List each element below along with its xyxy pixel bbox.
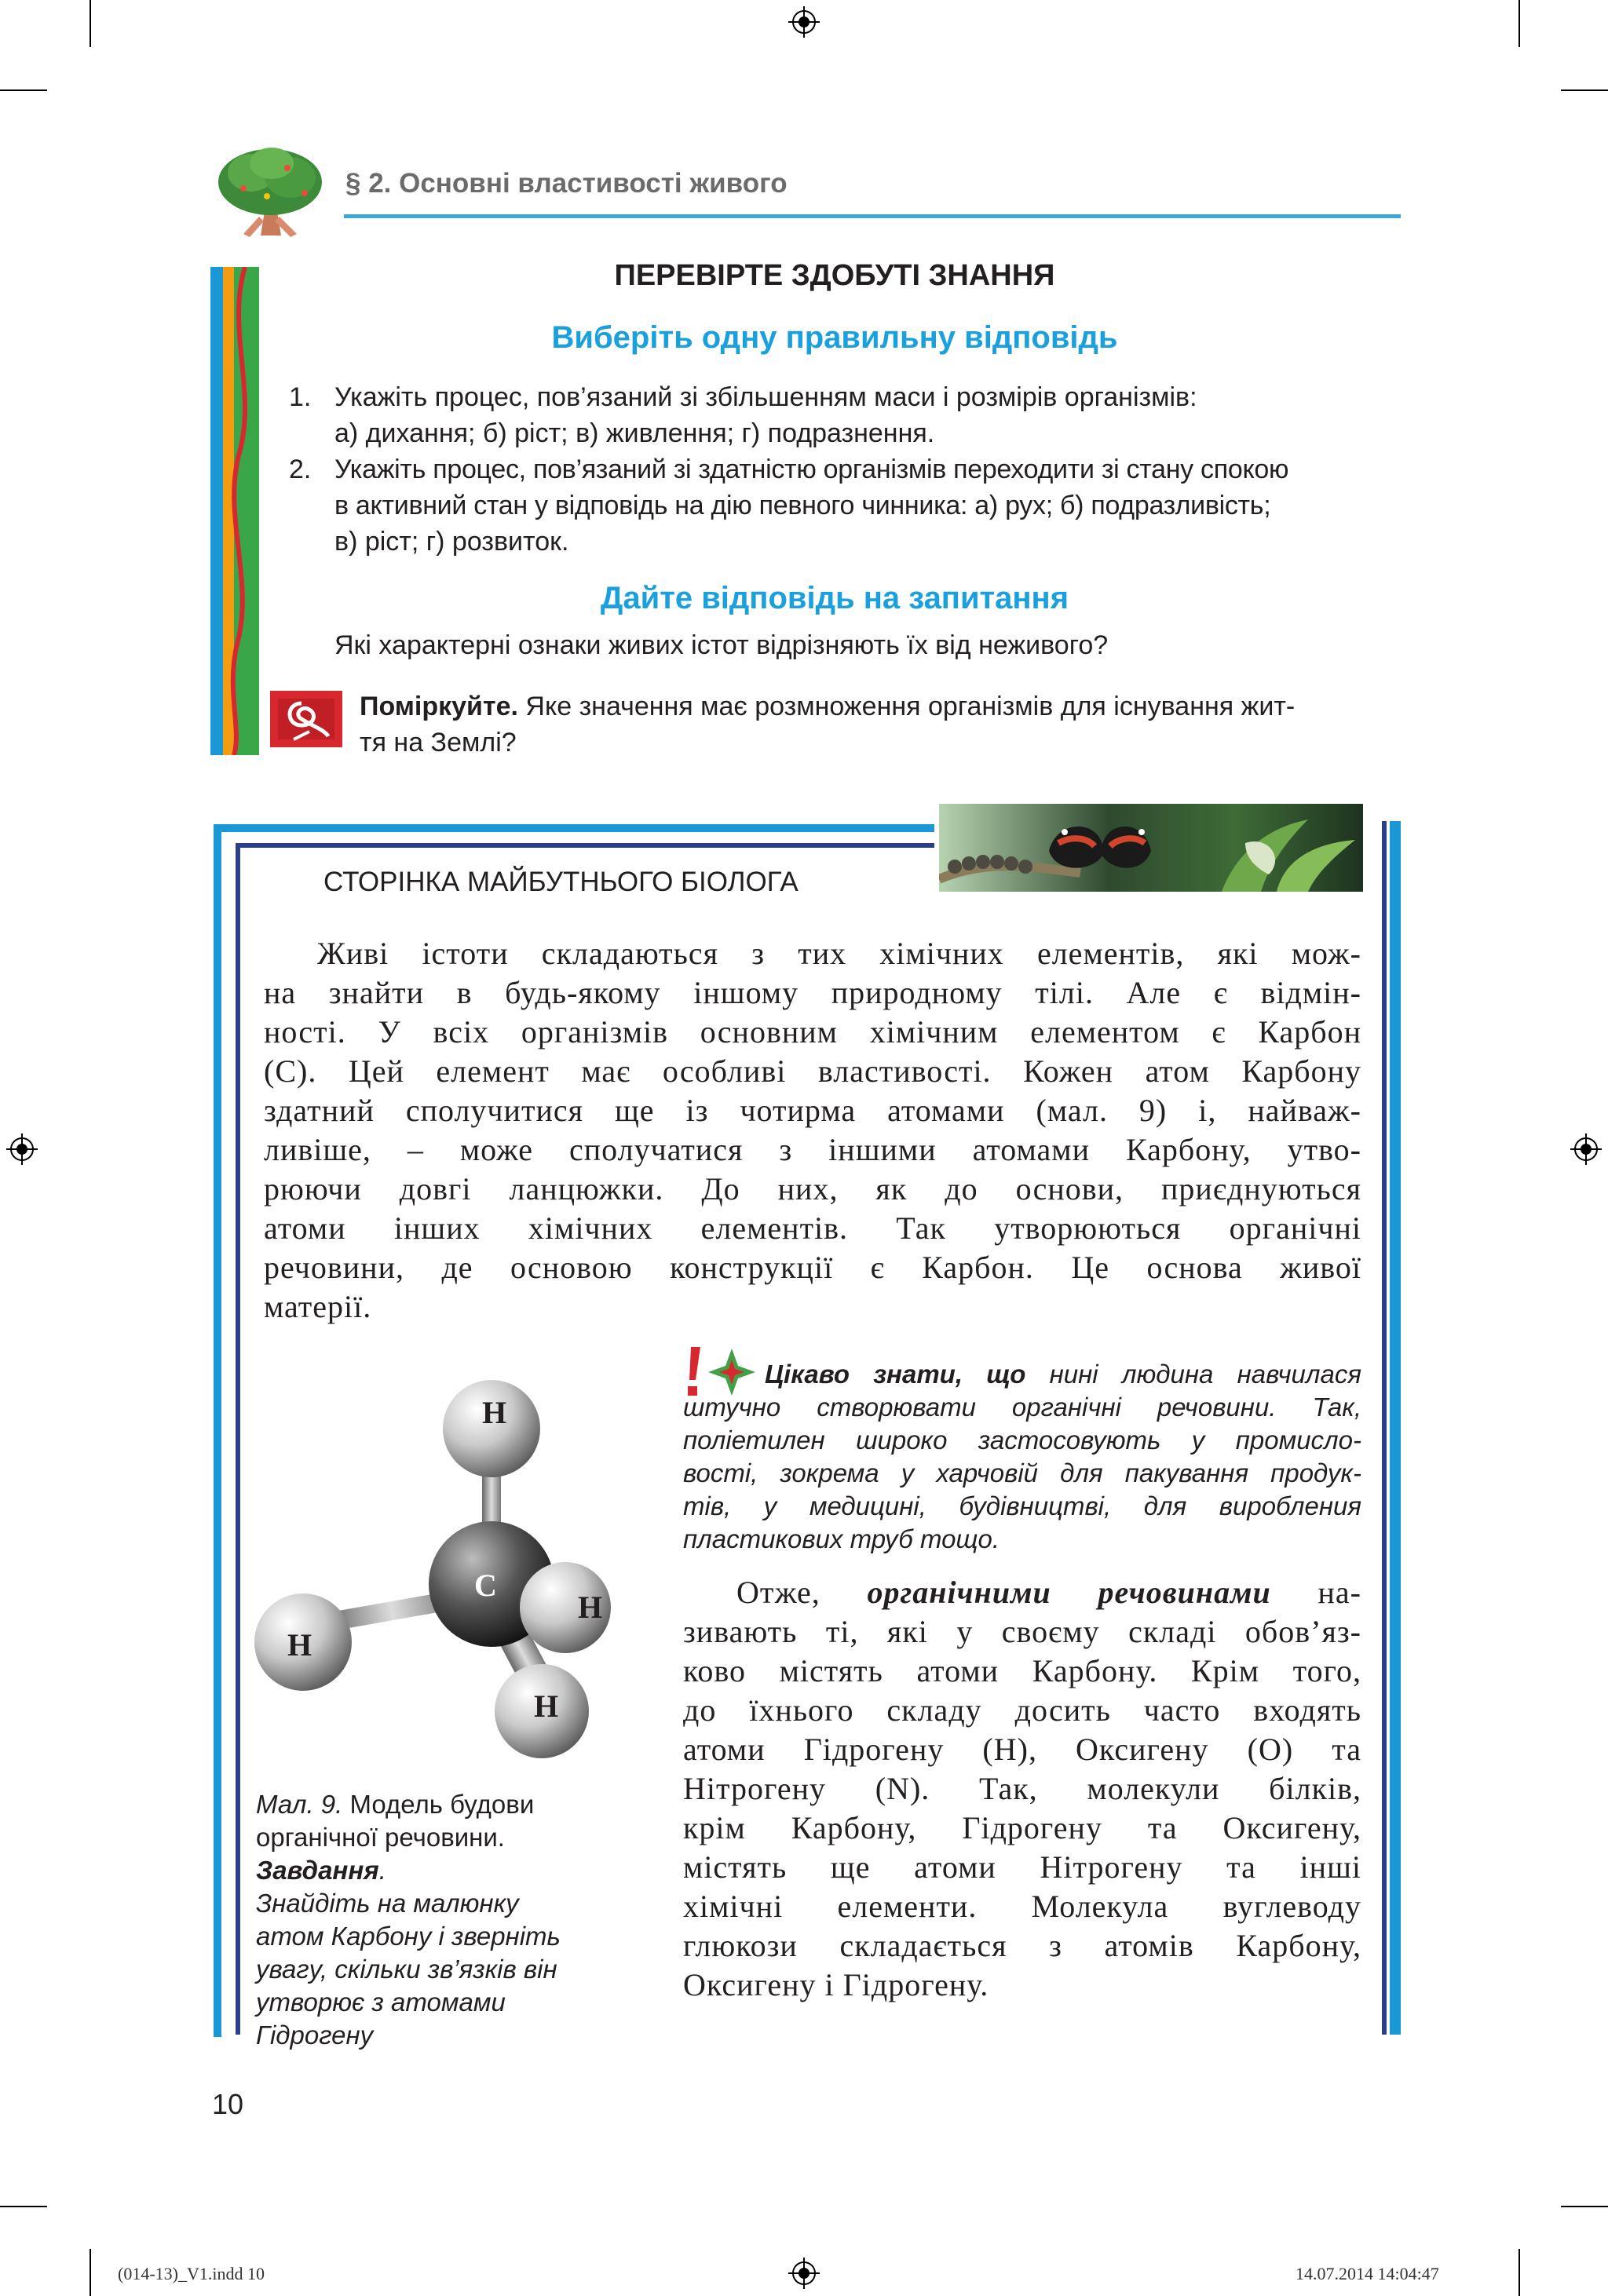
- box-border-top-inner: [236, 843, 934, 848]
- term-organic-substances: органічними речовинами: [867, 1575, 1271, 1610]
- caption-task-text: утворює з атомами: [256, 1988, 506, 2017]
- registration-mark-icon: [788, 6, 820, 38]
- paragraph-line: глюкози складається з атомів Карбону,: [683, 1928, 1361, 1963]
- fact-text: нині людина навчилася: [1049, 1360, 1361, 1389]
- paragraph-line: ково містять атоми Карбону. Крім того,: [683, 1653, 1361, 1688]
- caption-task-label: Завдання: [256, 1856, 379, 1885]
- caption-task-text: увагу, скільки зв’язків він: [256, 1955, 557, 1984]
- atom-label-h: H: [482, 1395, 507, 1430]
- question-text: а) дихання; б) ріст; в) живлення; г) подразнення.: [334, 418, 935, 448]
- header-rule: [344, 214, 1401, 218]
- paragraph-line: атоми інших хімічних елементів. Так утворюються органічні: [264, 1210, 1361, 1246]
- crop-mark: [90, 0, 91, 47]
- future-biologist-title: СТОРІНКА МАЙБУТНЬОГО БІОЛОГА: [323, 867, 799, 897]
- caption-text: Модель будови: [342, 1790, 535, 1819]
- paragraph-line: зивають ті, які у своєму складі обов’яз-: [683, 1614, 1361, 1649]
- box-border-right: [1390, 821, 1401, 2035]
- question-text: в активний стан у відповідь на дію певного чинника: а) рух; б) подразливість;: [334, 491, 1271, 520]
- think-prompt: [360, 689, 1404, 724]
- check-title: ПЕРЕВІРТЕ ЗДОБУТІ ЗНАННЯ: [614, 259, 1055, 292]
- caption-text: органічної речовини.: [256, 1823, 505, 1852]
- box-border-right-inner: [1382, 821, 1387, 2035]
- organic-paragraph: [683, 1573, 1361, 2005]
- paragraph-line: до їхнього складу досить часто входять: [683, 1692, 1361, 1728]
- paragraph-text: на-: [1270, 1575, 1362, 1610]
- crop-mark: [0, 89, 47, 91]
- footer-file: (014-13)_V1.indd 10: [118, 2264, 265, 2283]
- paragraph-line: містять ще атоми Нітрогену та інші: [683, 1849, 1361, 1885]
- question-number: 2.: [289, 454, 312, 484]
- crop-mark: [1518, 2249, 1520, 2296]
- question-text: Укажіть процес, пов’язаний зі збільшенням маси і розмірів організмів:: [334, 382, 1197, 412]
- think-text: тя на Землі?: [360, 728, 517, 757]
- fact-text: пластикових труб тощо.: [683, 1524, 1000, 1553]
- answer-subtitle: Дайте відповідь на запитання: [600, 581, 1069, 615]
- crop-mark: [1518, 0, 1520, 47]
- paragraph-line: Оксигену і Гідрогену.: [683, 1967, 989, 2002]
- caption-task-text: Знайдіть на малюнку: [256, 1889, 519, 1918]
- decorative-ribbon: [210, 267, 259, 755]
- paragraph-line: ливіше, – може сполучатися з іншими атомами Карбону, утво-: [264, 1132, 1361, 1167]
- paragraph-line: крім Карбону, Гідрогену та Оксигену,: [683, 1810, 1361, 1845]
- atom-label-h: H: [287, 1627, 312, 1663]
- crop-mark: [1561, 89, 1608, 91]
- think-label: Поміркуйте.: [360, 692, 518, 721]
- fact-text: поліетилен широко застосовують у промисло-: [683, 1425, 1361, 1455]
- tree-icon: [212, 141, 328, 242]
- paragraph-line: матерії.: [264, 1289, 372, 1324]
- paragraph-line: Нітрогену (N). Так, молекули білків,: [683, 1771, 1361, 1806]
- section-title: § 2. Основні властивості живого: [345, 168, 788, 199]
- registration-mark-icon: [6, 1133, 38, 1165]
- paragraph-line: здатний сполучитися ще із чотирма атомами (мал. 9) і, найваж-: [264, 1093, 1361, 1128]
- paragraph-line: ності. У всіх організмів основним хімічним елементом є Карбон: [264, 1014, 1361, 1049]
- figure-caption: [256, 1788, 601, 2052]
- paragraph-line: речовини, де основою конструкції є Карбон. Це основа живої: [264, 1250, 1361, 1285]
- fact-label: Цікаво знати, що: [765, 1360, 1026, 1389]
- crop-mark: [1561, 2206, 1608, 2207]
- paragraph-line: рюючи довгі ланцюжки. До них, як до основи, приєднуються: [264, 1171, 1361, 1206]
- box-border-top: [214, 824, 934, 832]
- caption-task-text: Гідрогену: [256, 2020, 374, 2050]
- question-number: 1.: [289, 382, 312, 412]
- question-text: в) ріст; г) розвиток.: [334, 527, 569, 557]
- fact-text: тів, у медицині, будівництві, для виробления: [683, 1491, 1361, 1520]
- registration-mark-icon: [1570, 1133, 1602, 1165]
- think-icon: [270, 691, 342, 747]
- paragraph-line: (С). Цей елемент має особливі властивості. Кожен атом Карбону: [264, 1053, 1361, 1089]
- paragraph-line: атоми Гідрогену (Н), Оксигену (О) та: [683, 1732, 1361, 1767]
- footer-date: 14.07.2014 14:04:47: [1296, 2264, 1439, 2283]
- caption-task-text: атом Карбону і зверніть: [256, 1922, 561, 1951]
- fact-text: штучно створювати органічні речовини. Так,: [683, 1393, 1361, 1422]
- question-text: Укажіть процес, пов’язаний зі здатністю організмів переходити зі стану спокою: [334, 454, 1289, 484]
- fact-text: вості, зокрема у харчовій для пакування продук-: [683, 1458, 1361, 1487]
- think-text: Яке значення має розмноження організмів для існування жит-: [525, 692, 1296, 721]
- methane-molecule-figure: [251, 1366, 660, 1774]
- atom-label-c: C: [474, 1568, 497, 1603]
- atom-label-h: H: [578, 1590, 603, 1625]
- choose-subtitle: Виберіть одну правильну відповідь: [551, 320, 1118, 355]
- paragraph-line: Живі істоти складаються з тих хімічних елементів, які мож-: [317, 936, 1361, 971]
- crop-mark: [0, 2206, 47, 2207]
- nature-photo: [939, 804, 1363, 892]
- paragraph-line: на знайти в будь-якому іншому природному тілі. Але є відмін-: [264, 975, 1361, 1010]
- figure-number: Мал. 9.: [256, 1790, 343, 1819]
- box-border-left-inner: [236, 843, 240, 2035]
- atom-label-h: H: [534, 1688, 559, 1724]
- open-question: Які характерні ознаки живих істот відрізняють їх від неживого?: [334, 630, 1109, 660]
- paragraph-text: Отже,: [736, 1575, 868, 1610]
- crop-mark: [90, 2249, 91, 2296]
- box-border-left: [214, 824, 221, 2037]
- paragraph-line: хімічні елементи. Молекула вуглеводу: [683, 1889, 1361, 1924]
- caption-task-dot: .: [378, 1856, 386, 1885]
- main-paragraph: [264, 934, 1361, 1327]
- registration-mark-icon: [788, 2258, 820, 2289]
- page-number: 10: [212, 2088, 244, 2120]
- interesting-fact: [683, 1358, 1361, 1556]
